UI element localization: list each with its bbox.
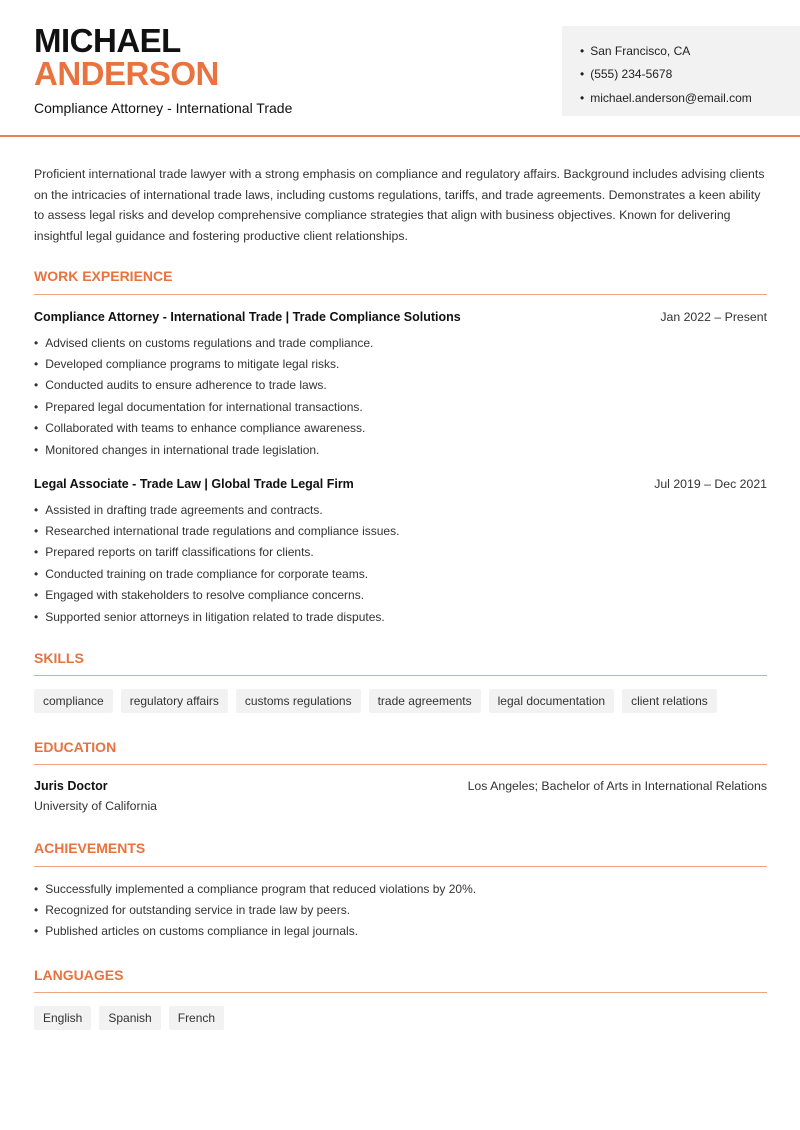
skill-tag: legal documentation [489,689,614,713]
contact-box [562,26,800,116]
skills-tags [34,689,717,713]
language-tag: Spanish [99,1006,160,1030]
education-heading: EDUCATION [34,739,117,755]
bullet-icon: • [580,90,585,105]
list-item: • Prepared legal documentation for international transactions. [34,396,767,417]
languages-heading: LANGUAGES [34,967,124,983]
achievements-list [34,878,767,942]
language-tag: French [169,1006,224,1030]
education-degree: Juris Doctor [34,779,108,793]
contact-email-text: michael.anderson@email.com [590,90,752,105]
job-title: Compliance Attorney - International Trade [34,100,293,116]
list-item: • Monitored changes in international trade legislation. [34,439,767,460]
list-item: • Published articles on customs compliance in legal journals. [34,921,767,942]
list-item: • Conducted audits to ensure adherence to trade laws. [34,375,767,396]
skill-tag: customs regulations [236,689,361,713]
list-item: • Conducted training on trade compliance for corporate teams. [34,563,767,584]
list-item: • Assisted in drafting trade agreements and contracts. [34,499,767,520]
section-divider [34,675,767,676]
resume-header [0,0,800,137]
bullet-icon: • [580,43,585,58]
section-divider [34,866,767,867]
list-item: • Prepared reports on tariff classifications for clients. [34,542,767,563]
list-item: • Supported senior attorneys in litigation related to trade disputes. [34,606,767,627]
job-date: Jan 2022 – Present [660,310,767,324]
education-location: Los Angeles; Bachelor of Arts in International Relations [467,779,767,793]
skill-tag: compliance [34,689,113,713]
section-divider [34,294,767,295]
job-role: Compliance Attorney - International Trade | Trade Compliance Solutions [34,310,461,324]
education-entry [34,779,767,793]
bullet-icon: • [580,67,585,82]
list-item: • Recognized for outstanding service in trade law by peers. [34,899,767,920]
skill-tag: regulatory affairs [121,689,228,713]
job-bullets-2 [34,499,767,627]
section-divider [34,992,767,993]
skill-tag: client relations [622,689,717,713]
list-item: • Engaged with stakeholders to resolve compliance concerns. [34,585,767,606]
section-divider [34,764,767,765]
contact-phone [580,63,800,87]
achievements-heading: ACHIEVEMENTS [34,840,146,856]
job-header-2 [34,477,767,491]
contact-email [580,86,800,110]
skills-heading: SKILLS [34,650,84,666]
job-bullets-1 [34,332,767,460]
work-experience-heading: WORK EXPERIENCE [34,268,173,284]
list-item: • Collaborated with teams to enhance compliance awareness. [34,418,767,439]
last-name: ANDERSON [34,55,219,92]
list-item: • Researched international trade regulations and compliance issues. [34,520,767,541]
job-header-1 [34,310,767,324]
list-item: • Successfully implemented a compliance program that reduced violations by 20%. [34,878,767,899]
education-school: University of California [34,799,158,813]
contact-location-text: San Francisco, CA [590,43,691,58]
list-item: • Advised clients on customs regulations and trade compliance. [34,332,767,353]
language-tag: English [34,1006,91,1030]
contact-location [580,39,800,63]
contact-phone-text: (555) 234-5678 [590,67,673,82]
job-date: Jul 2019 – Dec 2021 [654,477,767,491]
profile-summary: Proficient international trade lawyer with a strong emphasis on compliance and regulatory affairs. Background includes advising clients on the intricacies of international trade laws, including customs regulations, tariffs, and trade agreements. Demonstrates a keen ability to assess legal risks and develop comprehensive compliance strategies that align with business objectives. Known for delivering insightful legal guidance and fostering productive client relationships. [34,167,765,243]
language-tags [34,1006,224,1030]
list-item: • Developed compliance programs to mitigate legal risks. [34,353,767,374]
first-name: MICHAEL [34,22,181,59]
job-role: Legal Associate - Trade Law | Global Trade Legal Firm [34,477,354,491]
skill-tag: trade agreements [369,689,481,713]
